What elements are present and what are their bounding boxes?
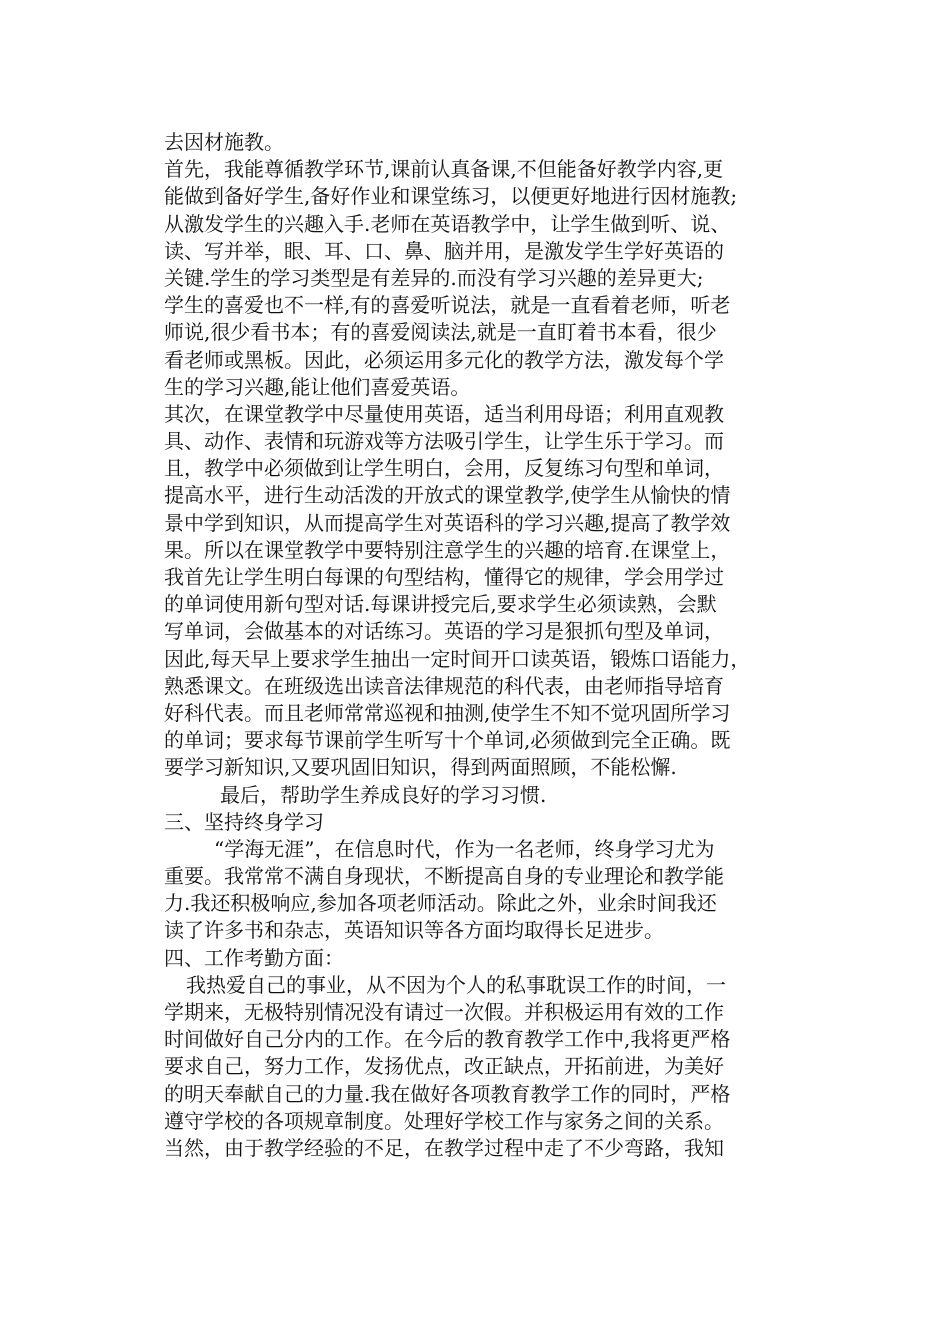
text-line: 要求自己，努力工作，发扬优点，改正缺点，开拓前进，为美好	[164, 1054, 724, 1079]
text-line: 景中学到知识，从而提高学生对英语科的学习兴趣,提高了教学效	[164, 510, 731, 535]
text-line: 因此,每天早上要求学生抽出一定时间开口读英语，锻炼口语能力，	[164, 646, 751, 671]
text-line: 熟悉课文。在班级选出读音法律规范的科代表，由老师指导培育	[164, 673, 724, 698]
text-line: 学生的喜爱也不一样,有的喜爱听说法，就是一直看着老师，听老	[164, 293, 731, 318]
text-line: 且，教学中必须做到让学生明白，会用，反复练习句型和单词，	[164, 456, 724, 481]
text-line: 的单词；要求每节课前学生听写十个单词,必须做到完全正确。既	[164, 728, 731, 753]
section-heading: 三、坚持终身学习	[164, 809, 324, 834]
text-line: 看老师或黑板。因此，必须运用多元化的教学方法，激发每个学	[164, 347, 724, 372]
text-line: 提高水平，进行生动活泼的开放式的课堂教学,使学生从愉快的情	[164, 483, 731, 508]
text-line: 写单词，会做基本的对话练习。英语的学习是狠抓句型及单词，	[164, 619, 724, 644]
document-body	[164, 129, 804, 1162]
text-line: 学期来，无极特别情况没有请过一次假。并积极运用有效的工作	[164, 1000, 724, 1024]
text-line: 力.我还积极响应,参加各项老师活动。除此之外，业余时间我还	[164, 891, 717, 916]
text-line: 重要。我常常不满自身现状，不断提高自身的专业理论和教学能	[164, 864, 724, 889]
text-line: 遵守学校的各项规章制度。处理好学校工作与家务之间的关系。	[164, 1108, 724, 1133]
text-line: 我首先让学生明白每课的句型结构，懂得它的规律，学会用学过	[164, 565, 724, 589]
text-line: 首先，我能尊循教学环节,课前认真备课,不但能备好教学内容,更	[164, 157, 724, 182]
text-line: 果。所以在课堂教学中要特别注意学生的兴趣的培育.在课堂上，	[164, 537, 731, 562]
text-line: 读了许多书和杂志，英语知识等各方面均取得长足进步。	[164, 918, 664, 943]
section-heading: 四、工作考勤方面：	[164, 945, 344, 970]
text-line: 的明天奉献自己的力量.我在做好各项教育教学工作的同时，严格	[164, 1081, 731, 1106]
text-line: 当然，由于教学经验的不足，在教学过程中走了不少弯路，我知	[164, 1135, 724, 1160]
text-line: 读、写并举，眼、耳、口、鼻、脑并用，是激发学生学好英语的	[164, 238, 724, 263]
text-line: 生的学习兴趣,能让他们喜爱英语。	[164, 374, 471, 399]
text-line: 具、动作、表情和玩游戏等方法吸引学生，让学生乐于学习。而	[164, 429, 724, 454]
text-line: 最后，帮助学生养成良好的学习习惯.	[220, 782, 547, 807]
text-line: “学海无涯”，在信息时代，作为一名老师，终身学习尤为	[214, 836, 715, 861]
text-line: 我热爱自己的事业，从不因为个人的私事耽误工作的时间，一	[186, 972, 726, 997]
text-line: 去因材施教。	[164, 130, 284, 154]
text-line: 的单词使用新句型对话.每课讲授完后,要求学生必须读熟，会默	[164, 592, 717, 617]
text-line: 时间做好自己分内的工作。在今后的教育教学工作中,我将更严格	[164, 1027, 731, 1052]
text-line: 师说,很少看书本；有的喜爱阅读法,就是一直盯着书本看，很少	[164, 320, 717, 345]
text-line: 其次，在课堂教学中尽量使用英语，适当利用母语；利用直观教	[164, 401, 724, 426]
text-line: 关键.学生的学习类型是有差异的.而没有学习兴趣的差异更大;	[164, 265, 704, 290]
text-line: 好科代表。而且老师常常巡视和抽测,使学生不知不觉巩固所学习	[164, 700, 731, 725]
text-line: 要学习新知识,又要巩固旧知识，得到两面照顾，不能松懈.	[164, 755, 677, 780]
text-line: 能做到备好学生,备好作业和课堂练习，以便更好地进行因材施教;	[164, 184, 738, 209]
text-line: 从激发学生的兴趣入手.老师在英语教学中，让学生做到听、说、	[164, 211, 731, 236]
